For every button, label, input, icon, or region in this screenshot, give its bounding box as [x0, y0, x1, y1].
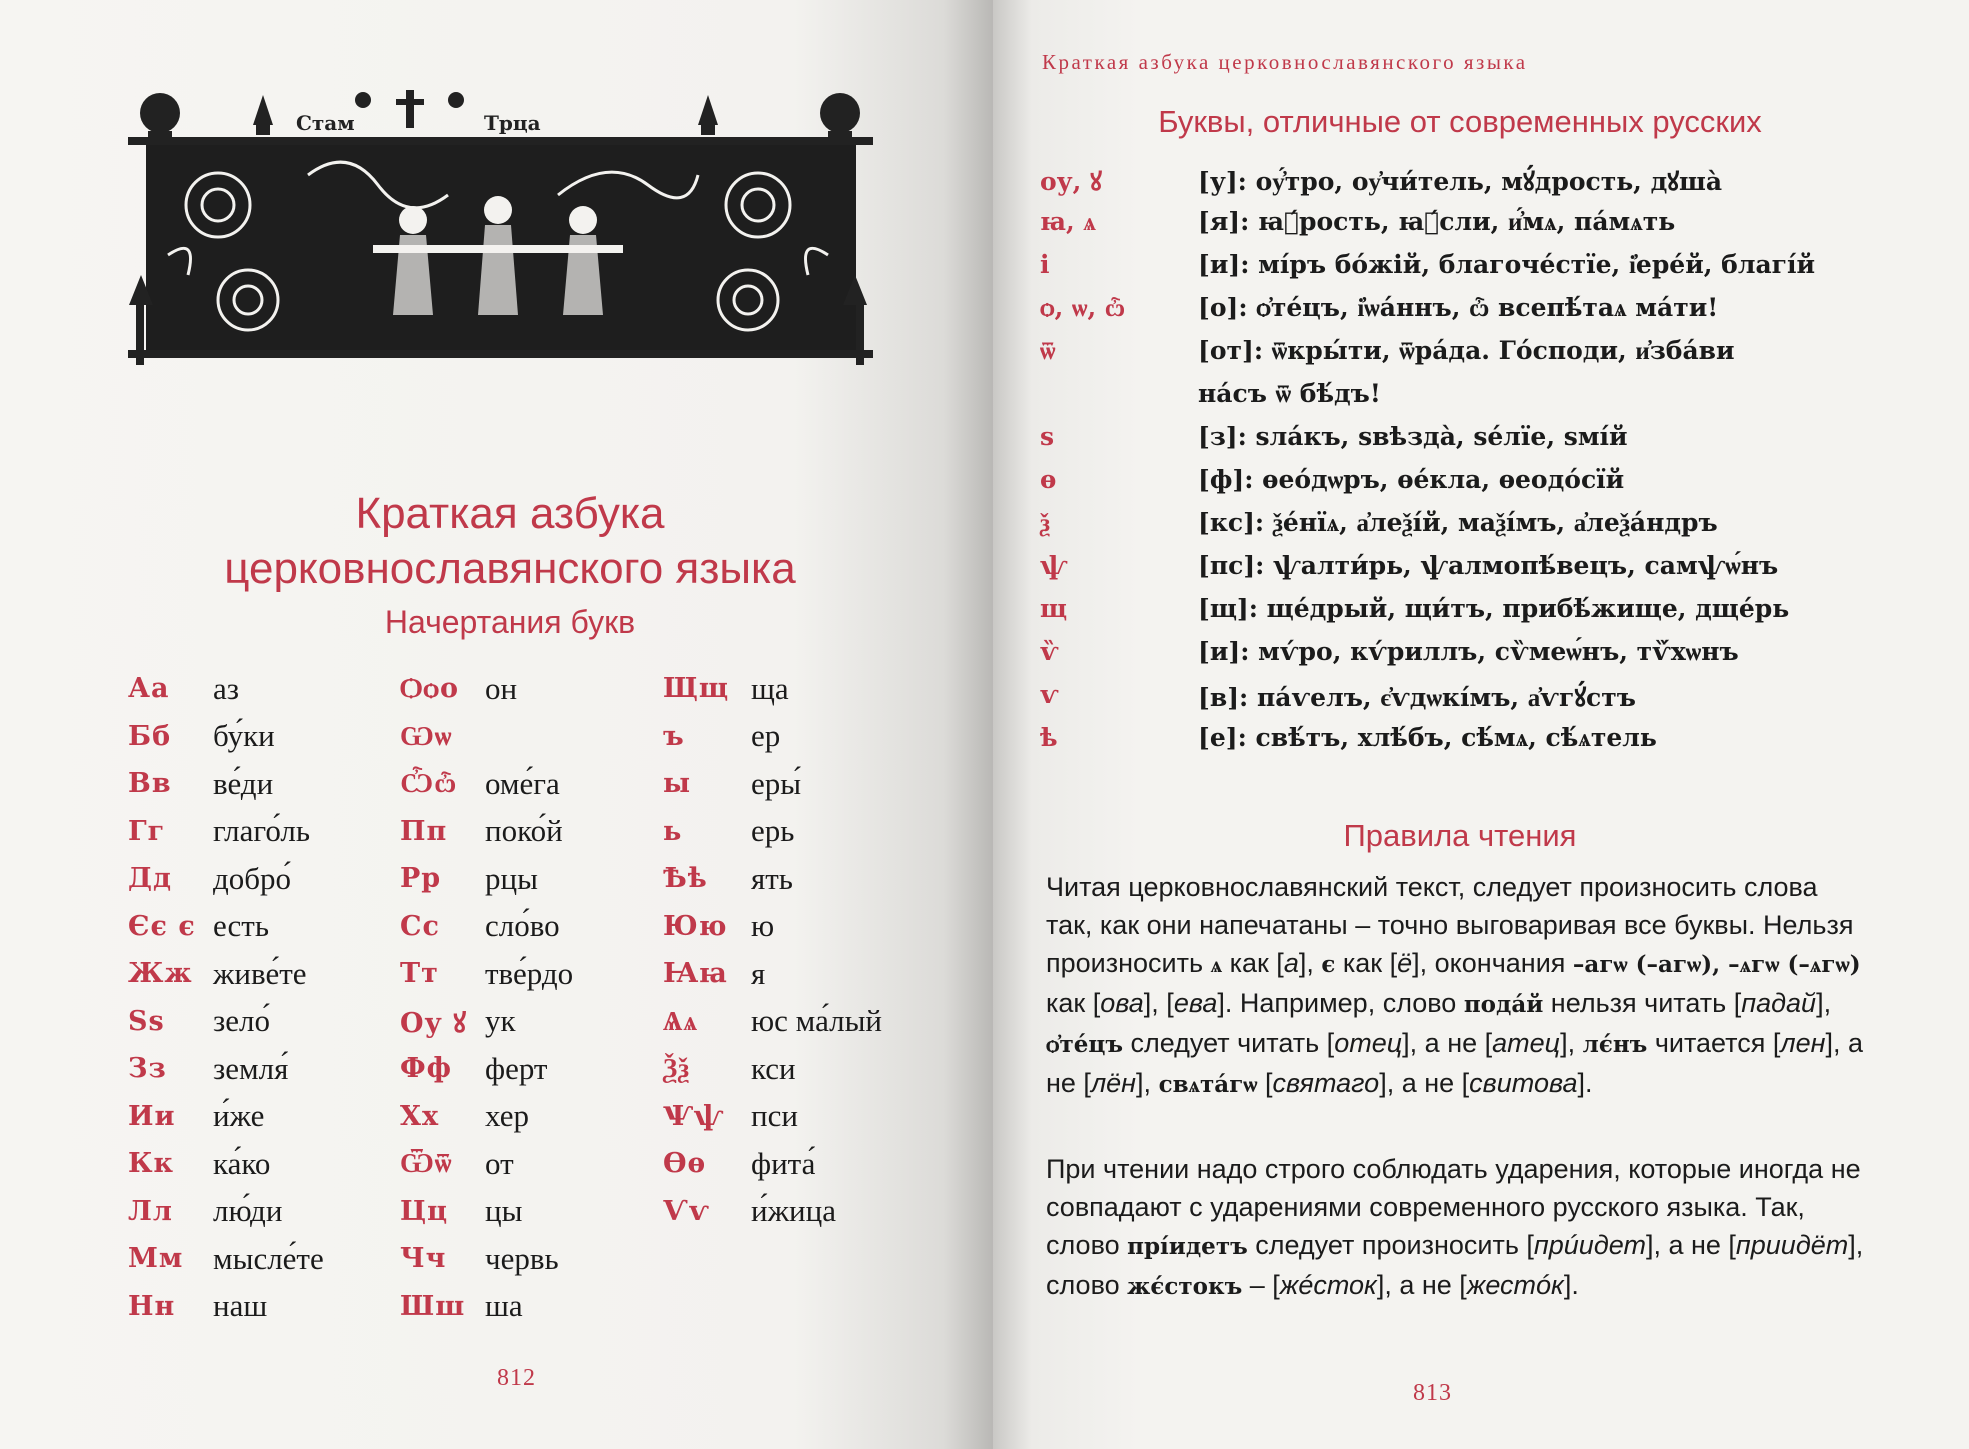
alphabet-row [128, 760, 324, 808]
paragraph-text: ], а не [ [1402, 1028, 1493, 1058]
special-letter-examples: [пс]: ѱалти́рь, ѱалмопѣ́вецъ, самѱѡ́нъ [1198, 551, 1779, 580]
letter-name: ю [751, 908, 775, 944]
letter-name: сло́во [485, 908, 560, 944]
letter-glyph: Мм [128, 1243, 184, 1275]
paragraph-text: При чтении надо строго соблюдать ударения, которые иногда не совпадают с ударениями современного русского языка. Так, слово [1046, 1154, 1861, 1260]
alphabet-row [128, 713, 324, 761]
pronunciation-hint: жéсток [1279, 1270, 1377, 1300]
special-letter-examples: на́съ ѿ бѣ́дъ! [1198, 379, 1381, 408]
paragraph-text: ], а не [ [1046, 1028, 1863, 1098]
pronunciation-hint: лен [1780, 1028, 1826, 1058]
letter-name: лю́ди [213, 1193, 283, 1229]
alphabet-row [663, 855, 882, 903]
alphabet-row [128, 1235, 324, 1283]
letter-glyph: Єє є [128, 910, 196, 942]
paragraph-text: как [ [1335, 948, 1398, 978]
letter-row [1040, 420, 1920, 463]
pronunciation-hint: отец [1334, 1028, 1403, 1058]
alphabet-row [663, 808, 882, 856]
alphabet-row [128, 1283, 324, 1331]
letter-glyph: ъ [663, 720, 685, 752]
letter-glyph: Фф [400, 1053, 452, 1085]
letter-glyph: Хх [400, 1100, 440, 1132]
paragraph-text: ]. [1577, 1068, 1593, 1098]
letter-row [1040, 377, 1920, 420]
church-slavonic-word: лє́нъ [1582, 1031, 1648, 1058]
alphabet-row [400, 808, 573, 856]
special-letter-examples: [ф]: ѳео́дѡръ, ѳе́кла, ѳеодо́сїй [1198, 465, 1625, 494]
special-letter-examples: [щ]: ще́дрый, щи́тъ, прибѣ́жище, дще́рь [1198, 594, 1790, 623]
letter-name: есть [213, 908, 269, 944]
alphabet-row [400, 1093, 573, 1141]
letter-name: фита́ [751, 1145, 816, 1181]
letter-glyph: Цц [400, 1195, 449, 1227]
pronunciation-hint: прúидет [1533, 1230, 1646, 1260]
letter-name: я [751, 955, 766, 991]
alphabet-row [400, 1045, 573, 1093]
alphabet-row [128, 808, 324, 856]
alphabet-row [400, 855, 573, 903]
letter-name: аз [213, 670, 240, 706]
letter-glyph: ы [663, 768, 692, 800]
pronunciation-hint: приидёт [1735, 1230, 1849, 1260]
pronunciation-hint: лён [1090, 1068, 1137, 1098]
letter-name: ерь [751, 813, 795, 849]
letter-glyph: Нн [128, 1290, 176, 1322]
page-number-left: 812 [497, 1365, 536, 1391]
letter-name: рцы [485, 860, 538, 896]
alphabet-row [400, 1283, 573, 1331]
paragraph-text: следует читать [ [1123, 1028, 1335, 1058]
letter-name: червь [485, 1240, 559, 1276]
ornament-headpiece [128, 85, 873, 465]
letter-glyph: Ѣѣ [663, 863, 708, 895]
letter-glyph: Ѿѿ [400, 1148, 453, 1180]
letter-name: пси [751, 1098, 798, 1134]
church-slavonic-word: є [1321, 951, 1336, 978]
alphabet-column-3 [663, 665, 882, 1235]
letter-name: цы [485, 1193, 523, 1229]
letter-name: живе́те [213, 955, 307, 991]
alphabet-row [128, 1140, 324, 1188]
alphabet-column-2 [400, 665, 573, 1330]
special-letter-glyph: ѣ [1040, 723, 1058, 752]
alphabet-row [663, 1045, 882, 1093]
letter-glyph: Дд [128, 863, 173, 895]
alphabet-row [400, 1140, 573, 1188]
letter-glyph: Ѻѻо [400, 673, 460, 705]
letter-row [1040, 248, 1920, 291]
special-letter-glyph: оу, ꙋ [1040, 167, 1102, 196]
special-letter-glyph: і [1040, 250, 1050, 279]
paragraph-text: ], а не [ [1379, 1068, 1470, 1098]
letter-glyph: ь [663, 815, 683, 847]
letter-glyph: Ѱѱ [663, 1100, 725, 1132]
alphabet-row [128, 950, 324, 998]
alphabet-row [128, 1188, 324, 1236]
letter-name: ять [751, 860, 793, 896]
letter-glyph: Ѯѯ [663, 1053, 691, 1085]
letter-glyph: Бб [128, 720, 172, 752]
letter-glyph: Ѳѳ [663, 1148, 707, 1180]
special-letter-examples: [о]: ѻ҆те́цъ, і҆ѡа́ннъ, ѽ всепѣ́таѧ ма́ти! [1198, 293, 1719, 322]
pronunciation-hint: святаго [1272, 1068, 1380, 1098]
alphabet-row [663, 998, 882, 1046]
letter-name: юс ма́лый [751, 1003, 882, 1039]
pronunciation-hint: атец [1492, 1028, 1561, 1058]
letter-row [1040, 506, 1920, 549]
letter-glyph: Кк [128, 1148, 175, 1180]
special-letter-glyph: щ [1040, 594, 1068, 623]
letter-name: кси [751, 1050, 796, 1086]
special-letter-examples: [у]: оу҆́тро, оу҆чи́тель, мꙋ́дрость, дꙋша̀ [1198, 167, 1723, 196]
pronunciation-hint: жестóк [1466, 1270, 1564, 1300]
pronunciation-hint: ё [1397, 948, 1413, 978]
letter-name: ферт [485, 1050, 548, 1086]
pronunciation-hint: падай [1741, 988, 1817, 1018]
alphabet-row [400, 1188, 573, 1236]
letter-name: ук [485, 1003, 516, 1039]
page-title [150, 486, 870, 596]
letter-row [1040, 678, 1920, 721]
special-letter-glyph: ѻ, ѡ, ѽ [1040, 293, 1126, 322]
special-letter-examples: [и]: мі́ръ бо́жій, благоче́стїе, і҆ере́й, благі́й [1198, 250, 1816, 279]
alphabet-row [663, 950, 882, 998]
letter-row [1040, 721, 1920, 764]
special-letter-glyph: ѵ [1040, 680, 1059, 709]
letter-glyph: Чч [400, 1243, 447, 1275]
letter-glyph: Ии [128, 1100, 176, 1132]
alphabet-row [128, 903, 324, 951]
special-letter-examples: [е]: свѣ́тъ, хлѣ́бъ, сѣ́мѧ, сѣ́ѧтель [1198, 723, 1657, 752]
letter-name: ка́ко [213, 1145, 271, 1181]
alphabet-row [128, 1093, 324, 1141]
special-letter-examples: [в]: па́ѵелъ, є҆ѵдѡкі́мъ, а҆ѵгꙋ́стъ [1198, 683, 1636, 712]
letter-glyph: Рр [400, 863, 442, 895]
paragraph-text: нельзя читать [ [1543, 988, 1742, 1018]
letter-glyph: Ѡѡ [400, 720, 453, 752]
letter-name: еры́ [751, 765, 802, 801]
letters-heading: Буквы, отличные от современных русских [1158, 104, 1762, 139]
title-line-2: церковнославянского языка [224, 544, 796, 593]
letter-row [1040, 205, 1920, 248]
paragraph-text: ], [ [1143, 988, 1174, 1018]
alphabet-row [400, 998, 573, 1046]
letter-row [1040, 549, 1920, 592]
letter-row [1040, 635, 1920, 678]
letter-name: тве́рдо [485, 955, 574, 991]
letter-glyph: Зз [128, 1053, 167, 1085]
church-slavonic-word: прі́идетъ [1127, 1233, 1248, 1260]
alphabet-row [663, 713, 882, 761]
letter-glyph: Пп [400, 815, 448, 847]
letter-glyph: Лл [128, 1195, 173, 1227]
letter-row [1040, 291, 1920, 334]
alphabet-row [400, 1235, 573, 1283]
paragraph-text: как [ [1046, 988, 1101, 1018]
letter-glyph: Щщ [663, 673, 730, 705]
alphabet-row [128, 855, 324, 903]
alphabet-row [663, 903, 882, 951]
letter-glyph: Ѽѽ [400, 768, 458, 800]
rules-paragraph-2 [1046, 1150, 1866, 1306]
paragraph-text: ]. [1563, 1270, 1579, 1300]
ornament-label-right: Трца [484, 111, 541, 135]
letter-row [1040, 334, 1920, 377]
alphabet-subtitle: Начертания букв [384, 604, 636, 640]
alphabet-row [663, 665, 882, 713]
letter-glyph: Ѵѵ [663, 1195, 710, 1227]
paragraph-text: ], окончания [1412, 948, 1573, 978]
church-slavonic-word: свѧта́гѡ [1158, 1071, 1258, 1098]
church-slavonic-word: ѻ҆те́цъ [1046, 1031, 1123, 1058]
letter-name: он [485, 670, 518, 706]
letter-name: земля́ [213, 1050, 289, 1086]
letter-glyph: Ѕѕ [128, 1005, 165, 1037]
letter-glyph: Аа [128, 673, 170, 705]
letter-glyph: Гг [128, 815, 166, 847]
special-letter-examples: [з]: ѕла́къ, ѕвѣзда̀, ѕе́лїе, ѕмі́й [1198, 422, 1628, 451]
letter-name: зело́ [213, 1003, 270, 1039]
letter-glyph: Юю [663, 910, 728, 942]
paragraph-text: ], слово [1046, 1230, 1864, 1300]
letter-name: ща [751, 670, 789, 706]
special-letter-glyph: ѯ [1040, 508, 1051, 537]
paragraph-text: ]. Например, слово [1217, 988, 1464, 1018]
alphabet-column-1 [128, 665, 324, 1330]
letter-name: хер [485, 1098, 529, 1134]
paragraph-text: [ [1257, 1068, 1273, 1098]
special-letter-glyph: ѷ [1040, 637, 1059, 666]
alphabet-row [663, 1140, 882, 1188]
church-slavonic-word: ѧ [1210, 951, 1223, 978]
letter-name: и́жица [751, 1193, 836, 1229]
alphabet-row [128, 665, 324, 713]
paragraph-text: ], [1298, 948, 1322, 978]
special-letter-glyph: ѕ [1040, 422, 1055, 451]
page-number-right: 813 [1413, 1380, 1452, 1406]
letter-name: поко́й [485, 813, 563, 849]
letter-name: глаго́ль [213, 813, 311, 849]
letter-name: ве́ди [213, 765, 274, 801]
special-letter-glyph: ѿ [1040, 336, 1056, 365]
church-slavonic-word: пода́й [1463, 991, 1544, 1018]
ornament-label-left: Стам [296, 111, 355, 135]
special-letter-examples: [и]: мѵ́ро, кѵ́риллъ, сѷмеѡ́нъ, тѷ́хѡнъ [1198, 637, 1739, 666]
church-slavonic-word: жє́стокъ [1127, 1273, 1243, 1300]
alphabet-row [663, 1188, 882, 1236]
paragraph-text: читается [ [1647, 1028, 1781, 1058]
letter-glyph: Жж [128, 958, 193, 990]
reading-rules-heading: Правила чтения [1343, 818, 1577, 853]
alphabet-row [400, 760, 573, 808]
letter-name: мысле́те [213, 1240, 324, 1276]
special-letter-examples: [я]: ꙗ҆́рость, ꙗ҆́сли, и҆́мѧ, па́мѧть [1198, 207, 1676, 236]
letter-row [1040, 592, 1920, 635]
special-letter-examples: [кс]: ѯе́нїѧ, а҆леѯі́й, маѯі́мъ, а҆леѯа́ндръ [1198, 508, 1718, 537]
alphabet-row [663, 760, 882, 808]
letter-glyph: Ꙗꙗ [663, 958, 728, 990]
letter-glyph: Тт [400, 958, 439, 990]
letter-row [1040, 162, 1920, 205]
title-line-1: Краткая азбука [355, 489, 665, 538]
special-letter-glyph: ѳ [1040, 465, 1057, 494]
alphabet-row [128, 1045, 324, 1093]
paragraph-text: ], [1560, 1028, 1583, 1058]
letter-glyph: Шш [400, 1290, 466, 1322]
letter-name: бу́ки [213, 718, 275, 754]
pronunciation-hint: а [1283, 948, 1299, 978]
paragraph-text: как [ [1222, 948, 1284, 978]
special-letter-glyph: ꙗ, ѧ [1040, 207, 1096, 236]
pronunciation-hint: ева [1173, 988, 1218, 1018]
letter-glyph: Вв [128, 768, 172, 800]
letters-list [1040, 162, 1920, 764]
alphabet-row [663, 1093, 882, 1141]
letter-name: наш [213, 1288, 268, 1324]
alphabet-row [400, 665, 573, 713]
paragraph-text: ], [1136, 1068, 1159, 1098]
letter-name: от [485, 1145, 514, 1181]
letter-glyph: Сс [400, 910, 440, 942]
paragraph-text: ], а не [ [1376, 1270, 1467, 1300]
paragraph-text: следует произносить [ [1247, 1230, 1534, 1260]
church-slavonic-word: –агѡ (–агѡ), –ѧгѡ (–ѧгѡ) [1572, 951, 1861, 978]
alphabet-row [400, 903, 573, 951]
special-letter-examples: [от]: ѿкры́ти, ѿра́да. Го́споди, и҆зба́ви [1198, 336, 1735, 365]
alphabet-row [400, 950, 573, 998]
letter-name: ша [485, 1288, 523, 1324]
letter-name: ер [751, 718, 781, 754]
pronunciation-hint: свитова [1469, 1068, 1578, 1098]
paragraph-text: – [ [1242, 1270, 1280, 1300]
letter-name: и́же [213, 1098, 265, 1134]
paragraph-text: ], [1816, 988, 1832, 1018]
running-head: Краткая азбука церковнославянского языка [1042, 50, 1528, 74]
alphabet-row [128, 998, 324, 1046]
pronunciation-hint: ова [1100, 988, 1144, 1018]
rules-paragraph-1 [1046, 868, 1866, 1104]
paragraph-text: ], а не [ [1645, 1230, 1736, 1260]
letter-glyph: Ѧѧ [663, 1005, 698, 1037]
letter-name: добро́ [213, 860, 292, 896]
paragraph-text: Читая церковнославянский текст, следует произносить слова так, как они напечатаны – точно выговаривая все буквы. Нельзя произносить [1046, 872, 1854, 978]
letter-name: оме́га [485, 765, 560, 801]
letter-glyph: Оу ꙋ [400, 1007, 467, 1039]
alphabet-row [400, 713, 573, 761]
special-letter-glyph: ѱ [1040, 551, 1068, 580]
letter-row [1040, 463, 1920, 506]
